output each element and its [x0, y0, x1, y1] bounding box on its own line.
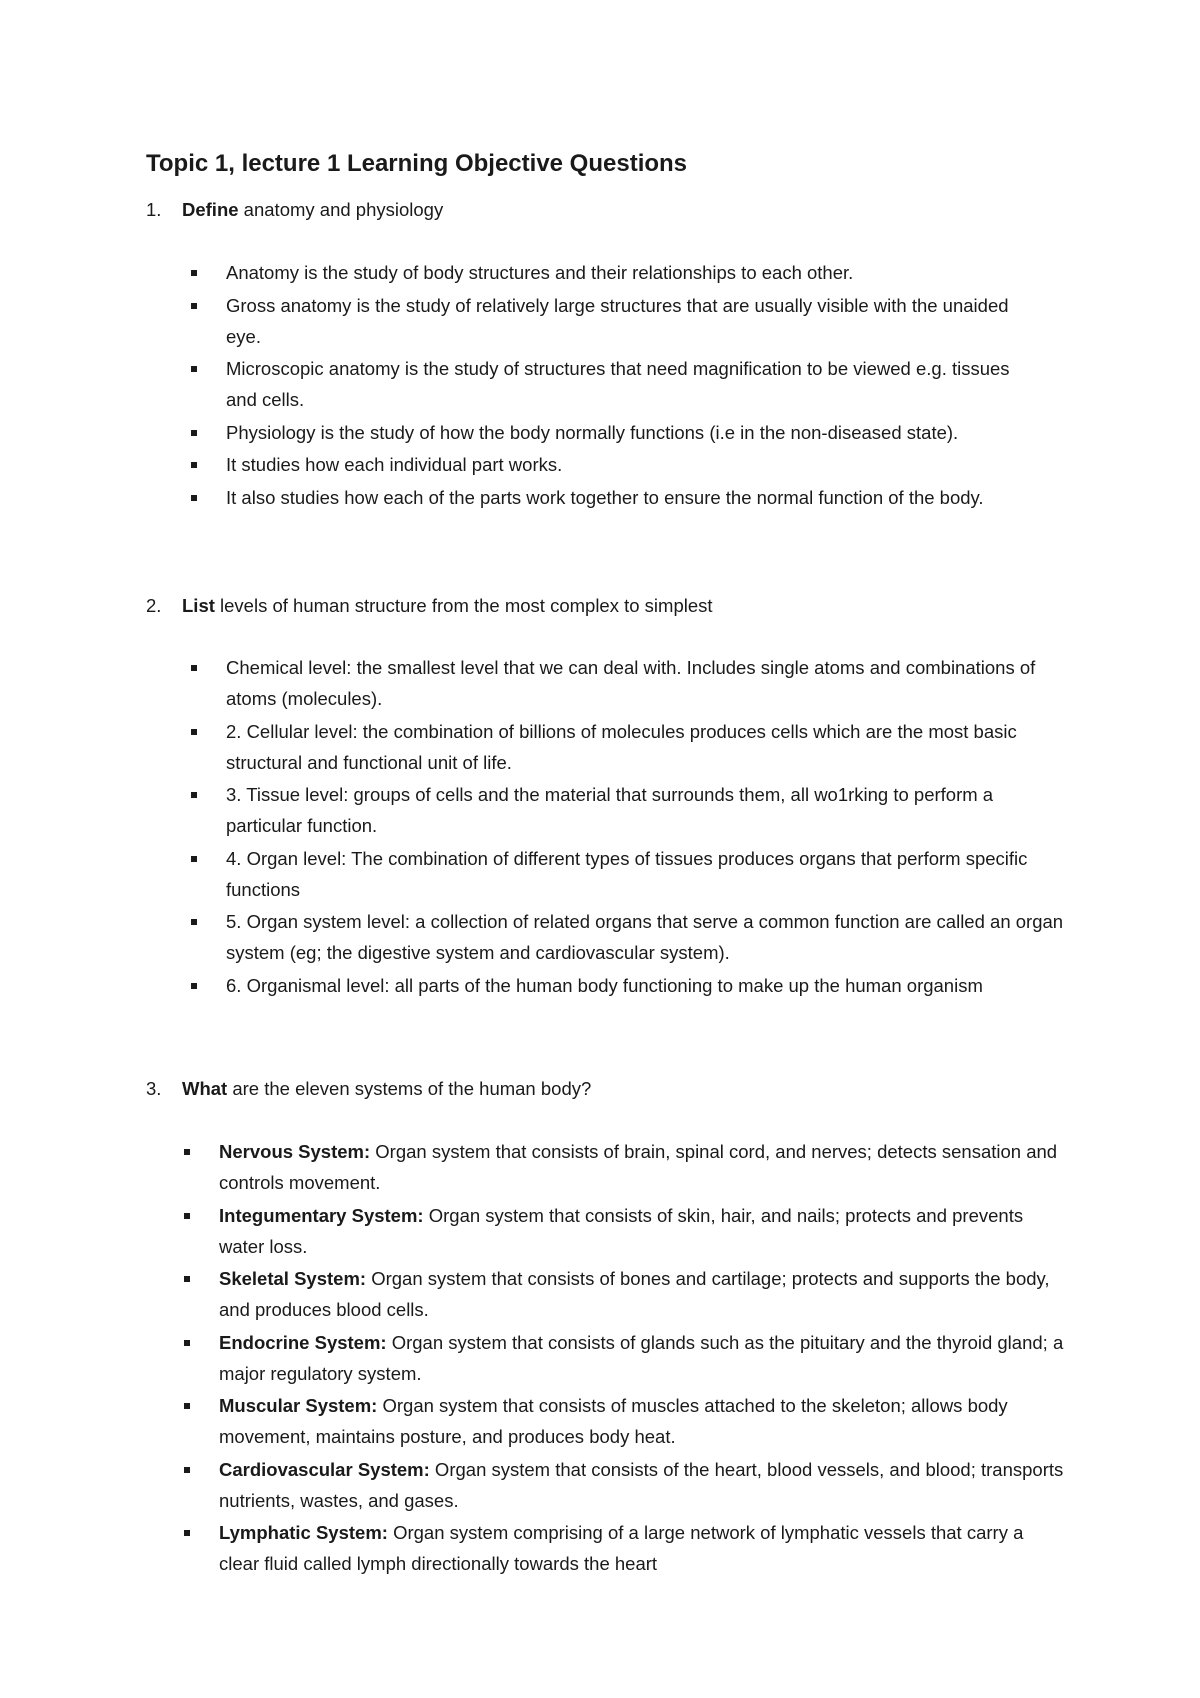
page-title: Topic 1, lecture 1 Learning Objective Questions: [146, 150, 688, 177]
list-item: 2. Cellular level: the combination of billions of molecules produces cells which are the most basic structural and functional unit of life.: [226, 716, 1066, 778]
list-item: Lymphatic System: Organ system comprising of a large network of lymphatic vessels that carry a clear fluid called lymph directionally towards the heart: [219, 1517, 1064, 1579]
square-bullet-icon: [191, 792, 197, 798]
system-term: Lymphatic System:: [219, 1522, 388, 1543]
square-bullet-icon: [184, 1467, 190, 1473]
question-text: anatomy and physiology: [238, 199, 444, 220]
square-bullet-icon: [184, 1213, 190, 1219]
question-1: [146, 194, 443, 225]
system-term: Skeletal System:: [219, 1268, 367, 1289]
list-item: Integumentary System: Organ system that consists of skin, hair, and nails; protects and prevents water loss.: [219, 1200, 1064, 1262]
square-bullet-icon: [184, 1149, 190, 1155]
square-bullet-icon: [184, 1530, 190, 1536]
question-3: [146, 1073, 591, 1104]
list-item: Physiology is the study of how the body normally functions (i.e in the non-diseased state).: [226, 417, 1026, 448]
list-item: Chemical level: the smallest level that we can deal with. Includes single atoms and combinations of atoms (molecules).: [226, 652, 1066, 714]
list-item: 5. Organ system level: a collection of related organs that serve a common function are called an organ system (eg; the digestive system and cardiovascular system).: [226, 906, 1066, 968]
question-1-answers: [226, 257, 1026, 514]
list-item: Cardiovascular System: Organ system that consists of the heart, blood vessels, and blood; transports nutrients, wastes, and gases.: [219, 1454, 1064, 1516]
list-item: Endocrine System: Organ system that consists of glands such as the pituitary and the thyroid gland; a major regulatory system.: [219, 1327, 1064, 1389]
square-bullet-icon: [191, 665, 197, 671]
question-number: 1.: [146, 199, 162, 220]
square-bullet-icon: [191, 462, 197, 468]
square-bullet-icon: [184, 1340, 190, 1346]
question-3-answers: [219, 1136, 1064, 1581]
system-term: Endocrine System:: [219, 1331, 387, 1353]
square-bullet-icon: [191, 919, 197, 925]
system-term: Nervous System:: [219, 1141, 371, 1162]
question-2-answers: [226, 652, 1066, 1002]
square-bullet-icon: [191, 983, 197, 989]
question-number: 3.: [146, 1078, 162, 1099]
square-bullet-icon: [191, 303, 197, 309]
question-number: 2.: [146, 595, 162, 616]
list-item: It studies how each individual part works.: [226, 449, 1026, 480]
list-item: It also studies how each of the parts work together to ensure the normal function of the body.: [226, 482, 1026, 513]
square-bullet-icon: [191, 430, 197, 436]
list-item: 4. Organ level: The combination of different types of tissues produces organs that perform specific functions: [226, 843, 1066, 905]
system-term: Cardiovascular System:: [219, 1458, 430, 1480]
question-text: levels of human structure from the most complex to simplest: [214, 595, 713, 616]
list-item: Gross anatomy is the study of relatively large structures that are usually visible with the unaided eye.: [226, 290, 1026, 352]
question-2: [146, 590, 713, 621]
question-verb: What: [182, 1078, 228, 1099]
list-item: Skeletal System: Organ system that consists of bones and cartilage; protects and supports the body, and produces blood cells.: [219, 1263, 1064, 1325]
question-text: are the eleven systems of the human body?: [227, 1078, 592, 1099]
system-term: Muscular System:: [219, 1395, 378, 1416]
list-item: 3. Tissue level: groups of cells and the material that surrounds them, all wo1rking to perform a particular function.: [226, 779, 1066, 841]
list-item: Anatomy is the study of body structures and their relationships to each other.: [226, 257, 1026, 288]
question-verb: Define: [182, 199, 239, 220]
square-bullet-icon: [191, 729, 197, 735]
system-term: Integumentary System:: [219, 1204, 424, 1226]
list-item: Microscopic anatomy is the study of structures that need magnification to be viewed e.g. tissues and cells.: [226, 353, 1026, 415]
square-bullet-icon: [191, 270, 197, 276]
list-item: 6. Organismal level: all parts of the human body functioning to make up the human organism: [226, 970, 1066, 1001]
square-bullet-icon: [184, 1403, 190, 1409]
square-bullet-icon: [191, 366, 197, 372]
square-bullet-icon: [191, 495, 197, 501]
list-item: Nervous System: Organ system that consists of brain, spinal cord, and nerves; detects sensation and controls movement.: [219, 1136, 1064, 1198]
square-bullet-icon: [184, 1276, 190, 1282]
list-item: Muscular System: Organ system that consists of muscles attached to the skeleton; allows body movement, maintains posture, and produces body heat.: [219, 1390, 1064, 1452]
square-bullet-icon: [191, 856, 197, 862]
question-verb: List: [182, 595, 215, 616]
